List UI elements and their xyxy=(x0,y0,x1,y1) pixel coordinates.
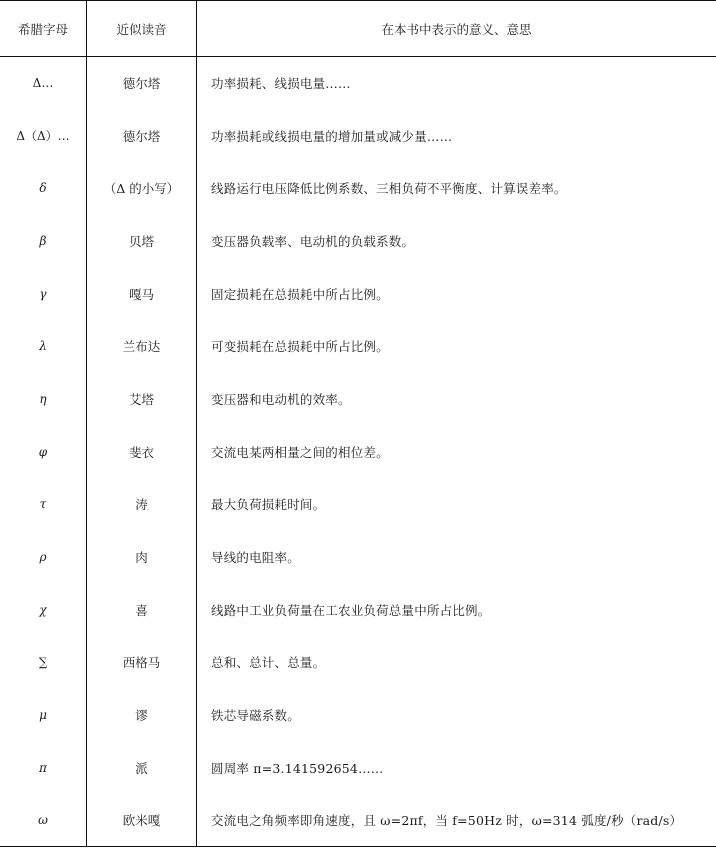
meaning-cell: 铁芯导磁系数。 xyxy=(211,708,300,724)
table-row xyxy=(0,689,716,742)
table-row xyxy=(0,425,716,478)
header-pronunciation: 近似读音 xyxy=(87,1,197,57)
table-row xyxy=(0,162,716,215)
meaning-cell: 最大负荷损耗时间。 xyxy=(211,497,326,513)
meaning-cell: 交流电之角频率即角速度，且 ω=2πf，当 f=50Hz 时，ω=314 弧度/秒（rad/s） xyxy=(197,794,716,847)
greek-letter-cell: Δ（Δ）… xyxy=(0,109,87,162)
table-row xyxy=(0,583,716,636)
table-row xyxy=(0,478,716,531)
table-row xyxy=(0,215,716,268)
pronunciation-cell: 谬 xyxy=(87,689,197,742)
greek-letter-cell: φ xyxy=(0,425,87,478)
pronunciation-cell: 肉 xyxy=(87,531,197,584)
meaning-cell: 变压器负载率、电动机的负载系数。 xyxy=(211,233,415,249)
table-row xyxy=(0,636,716,689)
pronunciation-cell: 艾塔 xyxy=(87,373,197,426)
table-row xyxy=(0,531,716,584)
table-row xyxy=(0,794,716,847)
greek-letter-cell: ρ xyxy=(0,531,87,584)
greek-letter-cell: π xyxy=(0,741,87,794)
meaning-cell: 功率损耗或线损电量的增加量或减少量…… xyxy=(211,128,453,144)
pronunciation-cell: 派 xyxy=(87,741,197,794)
greek-letter-cell: λ xyxy=(0,320,87,373)
meaning-cell: 线路中工业负荷量在工农业负荷总量中所占比例。 xyxy=(211,602,491,618)
pronunciation-cell: 西格马 xyxy=(87,636,197,689)
table-row xyxy=(0,57,716,110)
pronunciation-cell: 德尔塔 xyxy=(87,109,197,162)
table-row xyxy=(0,267,716,320)
greek-letter-cell: η xyxy=(0,373,87,426)
meaning-cell: 固定损耗在总损耗中所占比例。 xyxy=(211,286,389,302)
meaning-cell: 线路运行电压降低比例系数、三相负荷不平衡度、计算误差率。 xyxy=(211,181,567,197)
pronunciation-cell: 德尔塔 xyxy=(87,57,197,110)
table-row xyxy=(0,741,716,794)
meaning-cell: 总和、总计、总量。 xyxy=(211,655,326,671)
table-row xyxy=(0,373,716,426)
pronunciation-cell: （Δ 的小写） xyxy=(87,162,197,215)
pronunciation-cell: 嘎马 xyxy=(87,267,197,320)
greek-letter-cell: μ xyxy=(0,689,87,742)
greek-letter-cell: β xyxy=(0,215,87,268)
meaning-cell: 圆周率 π=3.141592654…… xyxy=(211,760,384,776)
table-row xyxy=(0,109,716,162)
header-greek-letter: 希腊字母 xyxy=(0,1,87,57)
meaning-cell: 可变损耗在总损耗中所占比例。 xyxy=(211,339,389,355)
header-row xyxy=(0,1,716,57)
pronunciation-cell: 斐衣 xyxy=(87,425,197,478)
greek-letter-cell: ω xyxy=(0,794,87,847)
meaning-cell: 导线的电阻率。 xyxy=(211,550,300,566)
meaning-cell: 功率损耗、线损电量…… xyxy=(211,76,351,92)
pronunciation-cell: 喜 xyxy=(87,583,197,636)
meaning-cell: 变压器和电动机的效率。 xyxy=(211,391,351,407)
greek-letter-cell: τ xyxy=(0,478,87,531)
pronunciation-cell: 兰布达 xyxy=(87,320,197,373)
greek-letter-cell: χ xyxy=(0,583,87,636)
pronunciation-cell: 贝塔 xyxy=(87,215,197,268)
header-meaning: 在本书中表示的意义、意思 xyxy=(197,1,716,57)
table-row xyxy=(0,320,716,373)
pronunciation-cell: 欧米嘎 xyxy=(87,794,197,847)
pronunciation-cell: 涛 xyxy=(87,478,197,531)
greek-letter-cell: Δ… xyxy=(0,57,87,110)
greek-letter-cell: δ xyxy=(0,162,87,215)
greek-letter-cell: ∑ xyxy=(0,636,87,689)
greek-letter-cell: γ xyxy=(0,267,87,320)
meaning-cell: 交流电某两相量之间的相位差。 xyxy=(211,444,389,460)
